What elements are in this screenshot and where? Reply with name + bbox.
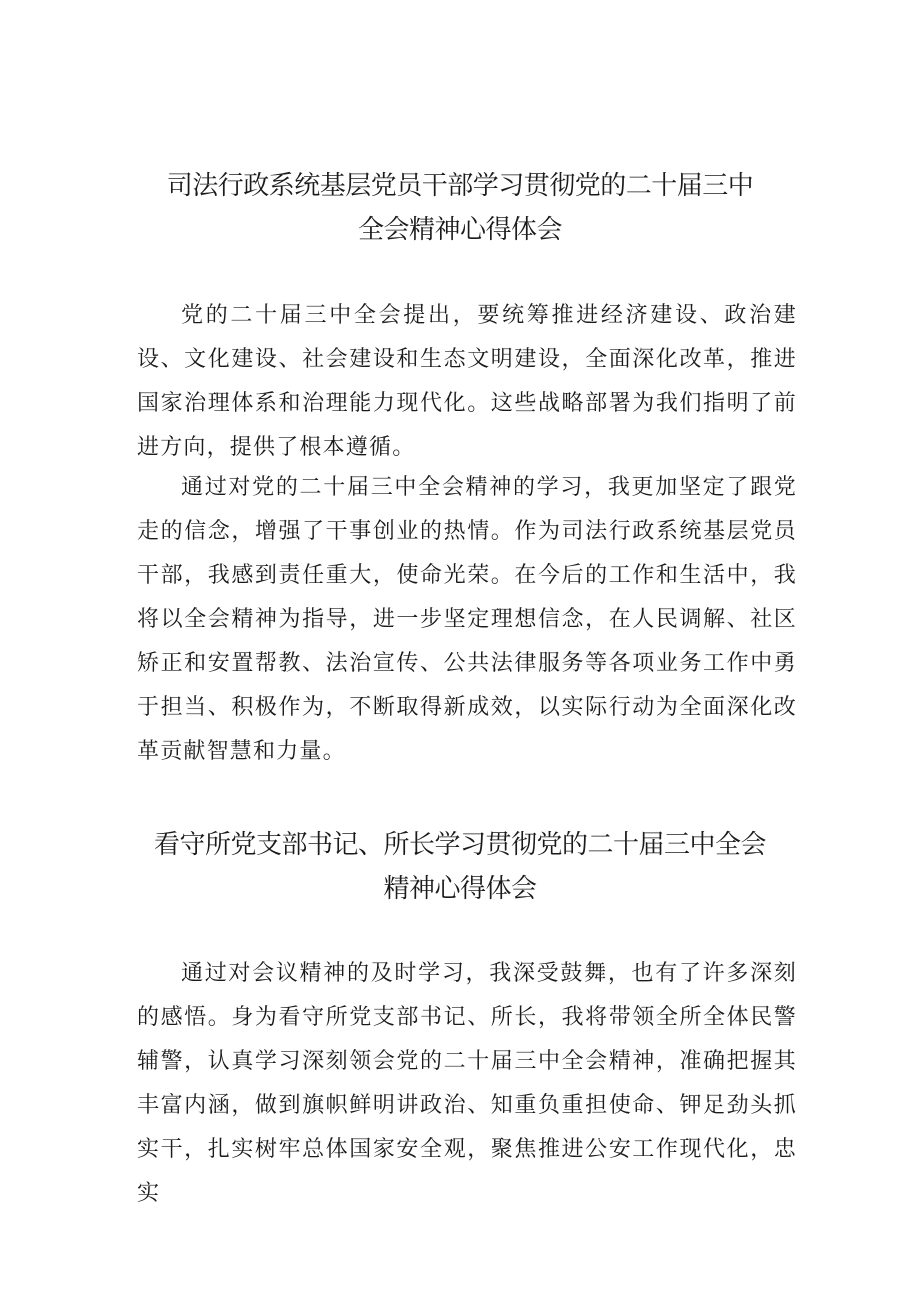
section2-title (100, 823, 820, 911)
section2-title-line1: 看守所党支部书记、所长学习贯彻党的二十届三中全会 (153, 830, 766, 860)
section1-title-line2: 全会精神心得体会 (357, 215, 562, 245)
section2-title-line2: 精神心得体会 (383, 874, 537, 904)
section1-paragraph2: 通过对党的二十届三中全会精神的学习，我更加坚定了跟党走的信念，增强了干事创业的热情。作为司法行政系统基层党员干部，我感到责任重大，使命光荣。在今后的工作和生活中，我将以全会精神为指导，进一步坚定理想信念，在人民调解、社区矫正和安置帮教、法治宣传、公共法律服务等各项业务工作中勇于担当、积极作为，不断取得新成效，以实际行动为全面深化改革贡献智慧和力量。 (137, 475, 797, 764)
section1-title-line1: 司法行政系统基层党员干部学习贯彻党的二十届三中 (166, 171, 754, 201)
section1-paragraph1: 党的二十届三中全会提出，要统筹推进经济建设、政治建设、文化建设、社会建设和生态文明建设，全面深化改革，推进国家治理体系和治理能力现代化。这些战略部署为我们指明了前进方向，提供了根本遵循。 (137, 303, 797, 460)
section1-title (100, 164, 820, 252)
section2-paragraph1: 通过对会议精神的及时学习，我深受鼓舞，也有了许多深刻的感悟。身为看守所党支部书记、所长，我将带领全所全体民警辅警，认真学习深刻领会党的二十届三中全会精神，准确把握其丰富内涵，做到旗帜鲜明讲政治、知重负重担使命、钾足劲头抓实干，扎实树牢总体国家安全观，聚焦推进公安工作现代化，忠实 (137, 961, 797, 1206)
